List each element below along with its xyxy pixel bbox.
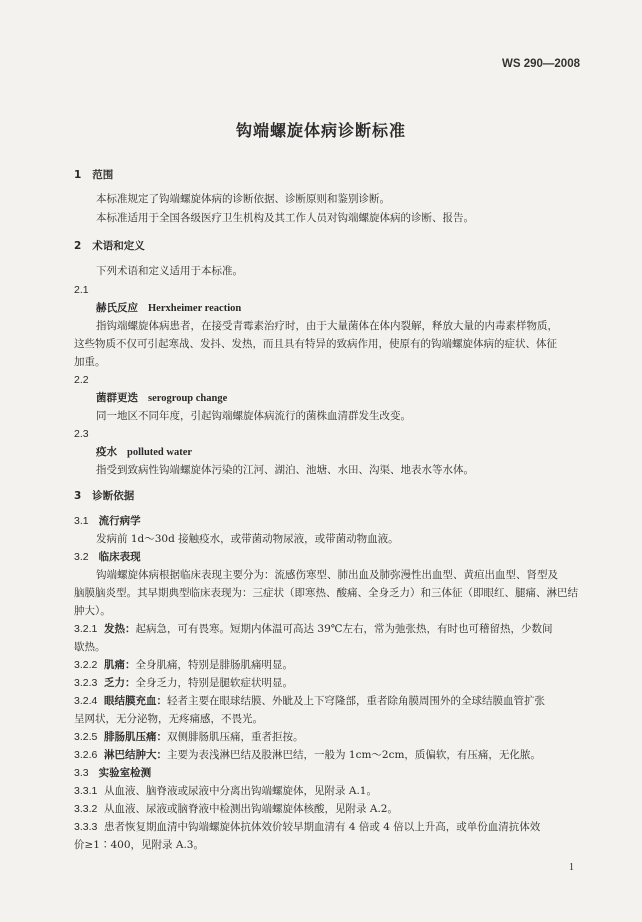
section-heading-2: [74, 238, 145, 254]
section-heading-1: [74, 167, 113, 183]
subsection-heading: [74, 549, 141, 565]
clause-number: 3.2.5: [74, 731, 98, 743]
standard-code: WS 290—2008: [502, 58, 580, 70]
clause: [74, 729, 304, 745]
clause-label: 乏力：: [104, 677, 136, 689]
paragraph: 加重。: [74, 356, 106, 368]
page-number: 1: [569, 862, 574, 873]
clause-number: 3.3.3: [74, 821, 98, 833]
document-title: 钩端螺旋体病诊断标准: [235, 121, 406, 140]
term-heading: [96, 390, 227, 407]
paragraph: 歇热。: [74, 641, 106, 653]
clause: [74, 747, 541, 763]
clause-number: 3.2.1: [74, 623, 98, 635]
paragraph: 指钩端螺旋体病患者，在接受青霉素治疗时，由于大量菌体在体内裂解，释放大量的内毒素样物质，: [96, 320, 558, 332]
term-number: 2.2: [74, 374, 89, 386]
clause: [74, 783, 377, 799]
term-number: 2.3: [74, 428, 89, 440]
paragraph: 本标准规定了钩端螺旋体病的诊断依据、诊断原则和鉴别诊断。: [96, 193, 390, 205]
paragraph: 这些物质不仅可引起寒战、发抖、发热，而且具有特异的致病作用，使原有的钩端螺旋体病的症状、体征: [74, 338, 557, 350]
clause: [74, 657, 293, 673]
clause-text: 从血液、脑脊液或尿液中分离出钩端螺旋体，见附录 A.1。: [104, 785, 377, 797]
clause-label: 发热：: [104, 623, 136, 635]
term-zh: 疫水: [96, 446, 117, 458]
clause-text: 主要为表浅淋巴结及股淋巴结，一般为 1cm～2cm，质偏软，有压痛，无化脓。: [167, 749, 541, 761]
subsection-title: 流行病学: [98, 515, 141, 527]
clause-text: 全身乏力，特别是腿软症状明显。: [135, 677, 294, 689]
paragraph: 发病前 1d～30d 接触疫水，或带菌动物尿液，或带菌动物血液。: [96, 533, 399, 545]
section-number: 1: [74, 169, 82, 181]
section-title: 范围: [92, 169, 114, 181]
clause-text: 起病急，可有畏寒。短期内体温可高达 39℃左右，常为弛张热，有时也可稽留热，少数间: [135, 623, 553, 635]
subsection-number: 3.2: [74, 551, 89, 563]
clause-text: 双侧腓肠肌压痛，重者拒按。: [167, 731, 304, 743]
clause: [74, 693, 545, 709]
term-en: Herxheimer reaction: [148, 303, 242, 314]
paragraph: 本标准适用于全国各级医疗卫生机构及其工作人员对钩端螺旋体病的诊断、报告。: [96, 212, 474, 224]
term-zh: 赫氏反应: [96, 302, 138, 314]
subsection-heading: [74, 765, 151, 781]
paragraph: 价≥1∶400，见附录 A.3。: [74, 839, 204, 851]
clause-label: 眼结膜充血：: [104, 695, 168, 707]
paragraph: 肿大）。: [74, 605, 111, 617]
term-en: polluted water: [127, 447, 193, 458]
paragraph: 指受到致病性钩端螺旋体污染的江河、湖泊、池塘、水田、沟渠、地表水等水体。: [96, 464, 474, 476]
clause: [74, 819, 540, 835]
clause: [74, 801, 398, 817]
term-number: 2.1: [74, 284, 89, 296]
clause-text: 全身肌痛，特别是腓肠肌痛明显。: [135, 659, 294, 671]
clause-label: 腓肠肌压痛：: [104, 731, 168, 743]
section-title: 诊断依据: [92, 490, 135, 502]
term-heading: [96, 444, 192, 461]
subsection-title: 实验室检测: [98, 767, 152, 779]
paragraph: 呈网状，无分泌物，无疼痛感，不畏光。: [74, 713, 263, 725]
clause-text: 轻者主要在眼球结膜、外眦及上下穹隆部，重者除角膜周围外的全球结膜血管扩张: [167, 695, 546, 707]
clause-number: 3.2.2: [74, 659, 98, 671]
subsection-heading: [74, 513, 141, 529]
clause-text: 从血液、尿液或脑脊液中检测出钩端螺旋体核酸，见附录 A.2。: [104, 803, 398, 815]
subsection-number: 3.3: [74, 767, 89, 779]
term-heading: [96, 300, 241, 317]
clause-number: 3.2.3: [74, 677, 98, 689]
subsection-number: 3.1: [74, 515, 89, 527]
paragraph: 钩端螺旋体病根据临床表现主要分为：流感伤寒型、肺出血及肺弥漫性出血型、黄疸出血型、肾型及: [96, 569, 558, 581]
term-en: serogroup change: [148, 393, 228, 404]
clause-number: 3.2.6: [74, 749, 98, 761]
section-heading-3: [74, 488, 134, 504]
clause: [74, 621, 553, 637]
section-title: 术语和定义: [92, 240, 145, 252]
paragraph: 脑膜脑炎型。其早期典型临床表现为：三症状（即寒热、酸痛、全身乏力）和三体征（即眼红、腿痛、淋巴结: [74, 587, 578, 599]
term-zh: 菌群更迭: [96, 392, 138, 404]
clause-label: 淋巴结肿大：: [104, 749, 168, 761]
paragraph: 同一地区不同年度，引起钩端螺旋体病流行的菌株血清群发生改变。: [96, 410, 411, 422]
subsection-title: 临床表现: [98, 551, 141, 563]
paragraph: 下列术语和定义适用于本标准。: [96, 265, 243, 277]
clause-number: 3.3.1: [74, 785, 98, 797]
section-number: 3: [74, 490, 82, 502]
clause-text: 患者恢复期血清中钩端螺旋体抗体效价较早期血清有 4 倍或 4 倍以上升高，或单份血清抗体效: [104, 821, 541, 833]
clause-number: 3.3.2: [74, 803, 98, 815]
clause-label: 肌痛：: [104, 659, 136, 671]
clause: [74, 675, 293, 691]
clause-number: 3.2.4: [74, 695, 98, 707]
section-number: 2: [74, 240, 82, 252]
